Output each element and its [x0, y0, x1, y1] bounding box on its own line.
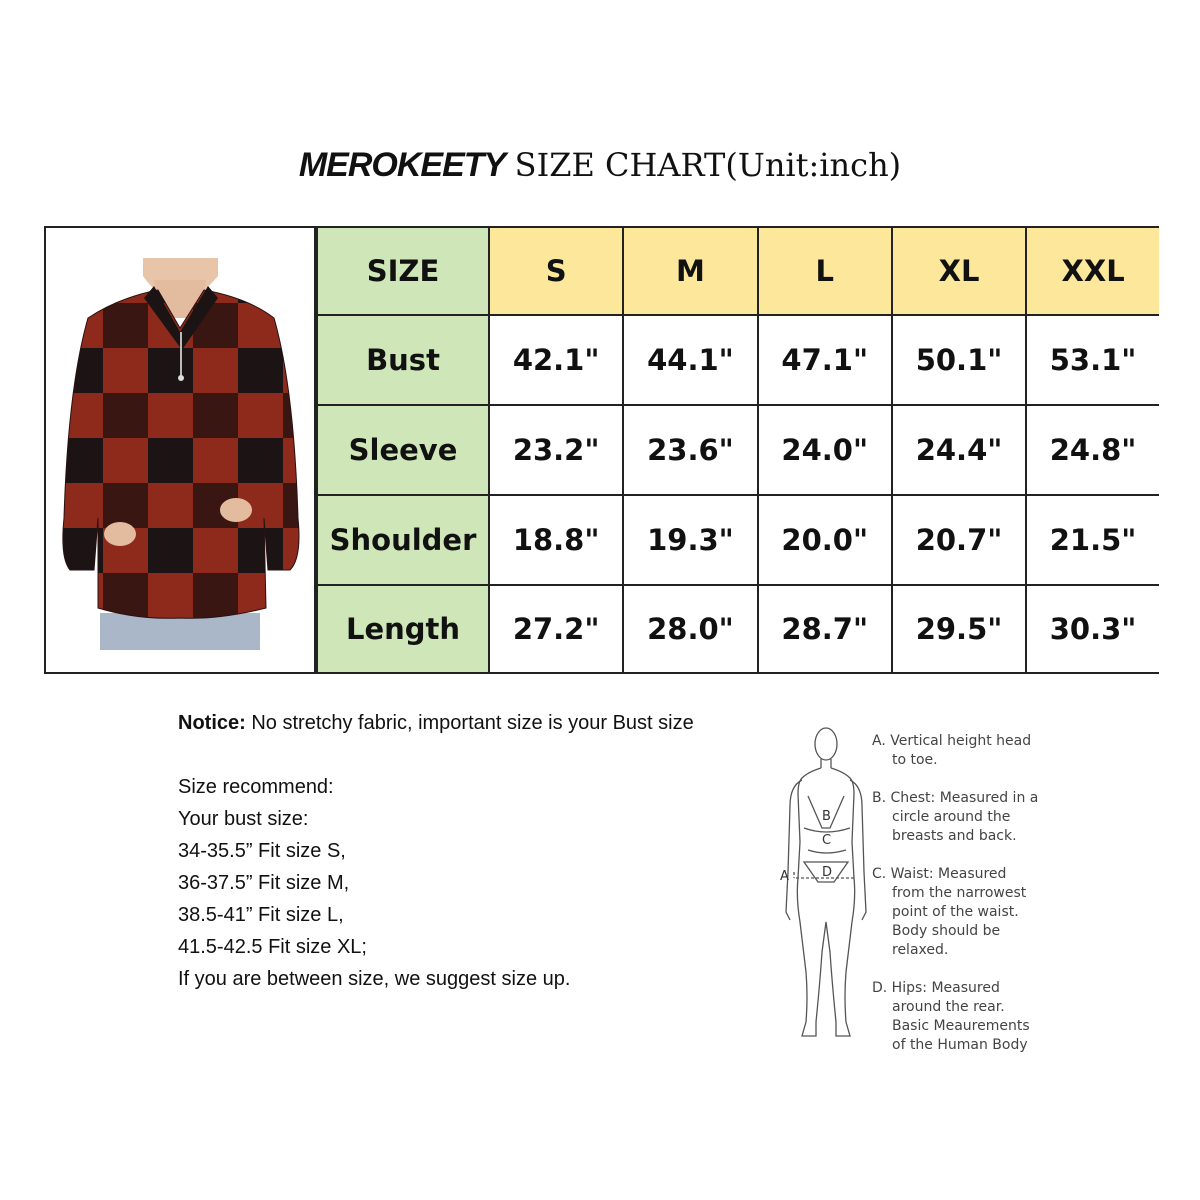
table-cell: 28.7" — [758, 585, 892, 672]
brand-name: MEROKEETY — [298, 146, 506, 184]
plaid-sweater-model-photo — [58, 258, 304, 650]
table-cell: 29.5" — [892, 585, 1026, 672]
marker-c: C — [822, 833, 832, 848]
table-cell: 20.0" — [758, 495, 892, 585]
table-cell: 24.0" — [758, 405, 892, 495]
title-text: SIZE CHART(Unit:inch) — [514, 146, 902, 184]
recommend-line: Size recommend: — [178, 776, 334, 798]
size-header: XL — [892, 228, 1026, 315]
table-cell: 23.2" — [489, 405, 623, 495]
size-notes — [178, 707, 778, 995]
table-cell: 18.8" — [489, 495, 623, 585]
table-row — [317, 585, 1159, 672]
table-cell: 28.0" — [623, 585, 757, 672]
recommend-line: Your bust size: — [178, 808, 309, 830]
marker-a: A — [780, 869, 789, 884]
marker-d: D — [822, 865, 833, 880]
product-photo-cell — [46, 228, 316, 672]
size-corner-label: SIZE — [317, 228, 489, 315]
size-header: XXL — [1026, 228, 1159, 315]
legend-item: D. Hips: Measured around the rear. Basic Meaurements of the Human Body — [872, 980, 1030, 1053]
recommend-line: 41.5-42.5 Fit size XL; — [178, 936, 367, 958]
table-cell: 50.1" — [892, 315, 1026, 405]
row-label: Sleeve — [317, 405, 489, 495]
size-header-row — [317, 228, 1159, 315]
recommend-line: If you are between size, we suggest size up. — [178, 968, 571, 990]
recommend-line: 36-37.5” Fit size M, — [178, 872, 350, 894]
size-header: S — [489, 228, 623, 315]
table-cell: 20.7" — [892, 495, 1026, 585]
table-row — [317, 495, 1159, 585]
table-row — [317, 315, 1159, 405]
row-label: Length — [317, 585, 489, 672]
row-label: Bust — [317, 315, 489, 405]
table-cell: 24.4" — [892, 405, 1026, 495]
marker-b: B — [822, 809, 831, 824]
size-chart — [44, 226, 1159, 674]
notice-line — [178, 707, 778, 739]
measurement-legend — [872, 732, 1062, 1074]
table-cell: 24.8" — [1026, 405, 1159, 495]
table-cell: 30.3" — [1026, 585, 1159, 672]
table-cell: 19.3" — [623, 495, 757, 585]
body-measurement-diagram — [772, 722, 868, 1052]
notice-label: Notice: — [178, 712, 246, 734]
table-cell: 44.1" — [623, 315, 757, 405]
table-cell: 21.5" — [1026, 495, 1159, 585]
table-cell: 27.2" — [489, 585, 623, 672]
legend-item: B. Chest: Measured in a circle around the breasts and back. — [872, 790, 1039, 844]
page-title — [0, 146, 1200, 185]
table-cell: 47.1" — [758, 315, 892, 405]
size-header: M — [623, 228, 757, 315]
notice-text: No stretchy fabric, important size is your Bust size — [245, 712, 694, 734]
legend-item: A. Vertical height head to toe. — [872, 733, 1032, 768]
recommend-line: 34-35.5” Fit size S, — [178, 840, 346, 862]
recommend-line: 38.5-41” Fit size L, — [178, 904, 344, 926]
row-label: Shoulder — [317, 495, 489, 585]
size-table — [316, 228, 1159, 672]
table-row — [317, 405, 1159, 495]
table-cell: 53.1" — [1026, 315, 1159, 405]
legend-item: C. Waist: Measured from the narrowest point of the waist. Body should be relaxed. — [872, 866, 1027, 958]
table-cell: 23.6" — [623, 405, 757, 495]
size-header: L — [758, 228, 892, 315]
table-cell: 42.1" — [489, 315, 623, 405]
